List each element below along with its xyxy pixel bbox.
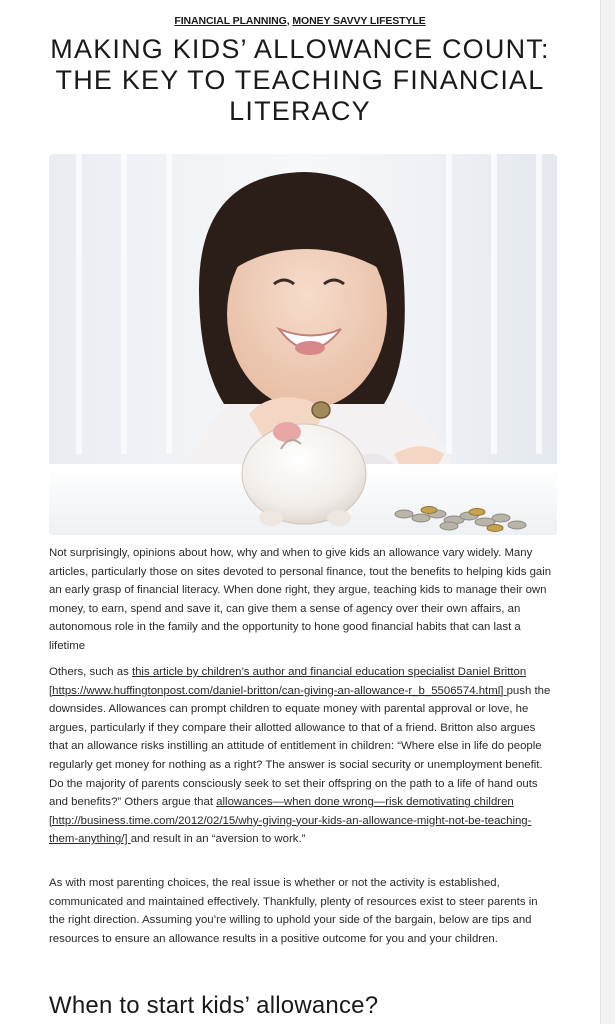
paragraph-2-text-c: and result in an “aversion to work.” (130, 833, 306, 846)
section-heading-when-to-start: When to start kids’ allowance? (49, 992, 379, 1019)
category-link-money-savvy-lifestyle[interactable]: MONEY SAVVY LIFESTYLE (292, 15, 426, 27)
paragraph-2-text-a: Others, such as (49, 666, 132, 678)
article-title: MAKING KIDS’ ALLOWANCE COUNT: THE KEY TO TEACHING FINANCIAL LITERACY (50, 34, 550, 126)
article-paragraph-3: As with most parenting choices, the real issue is whether or not the activity is established, communicated and maintained effectively. Thankfully, plenty of resources exist to steer parents in the right direction. Assuming you’re willing to uphold your side of the bargain, below are tips and resources to ensure an allowance results in a positive outcome for you and your children. (49, 877, 538, 945)
category-separator: , (286, 15, 293, 27)
link-daniel-britton-article[interactable]: this article by children’s author and financial education specialist Daniel Britton [https://www.huffingtonpost.com/daniel-britton/can-giving-an-allowance-r_b_5506574.html] (49, 666, 527, 697)
article-paragraph-2 (49, 663, 555, 849)
category-link-financial-planning[interactable]: FINANCIAL PLANNING (174, 15, 287, 27)
paragraph-2-text-b: push the downsides. Allowances can prompt children to equate money with parental approval or love, he argues, particularly if they compare their allotted allowance to that of a friend. Britton also argues that an allowance risks instilling an attitude of entitlement in children: “Where else in life do people regularly get money for nothing as a right? The answer is social security or unemployment benefit. Do the majority of parents consciously seek to set their offspring on the path to a life of hand outs and benefits?” Others argue that (49, 684, 551, 809)
link-time-allowances-article[interactable]: allowances—when done wrong—risk demotivating children [http://business.time.com/2012/02/15/why-giving-your-kids-an-allowance-might-not-be-teaching-them-anything/] (49, 796, 532, 846)
scrollbar-track[interactable] (600, 0, 615, 1024)
hero-image (49, 154, 557, 535)
category-links (0, 15, 600, 27)
article-paragraph-1: Not surprisingly, opinions about how, why and when to give kids an allowance vary widely. Many articles, particularly those on sites devoted to personal finance, tout the benefits to helping kids gain an early grasp of financial literacy. When done right, they argue, teaching kids to manage their own money, to earn, spend and save it, can give them a sense of agency over their own affairs, an autonomous role in the family and the opportunity to hone good financial habits that can last a lifetime (49, 547, 552, 652)
